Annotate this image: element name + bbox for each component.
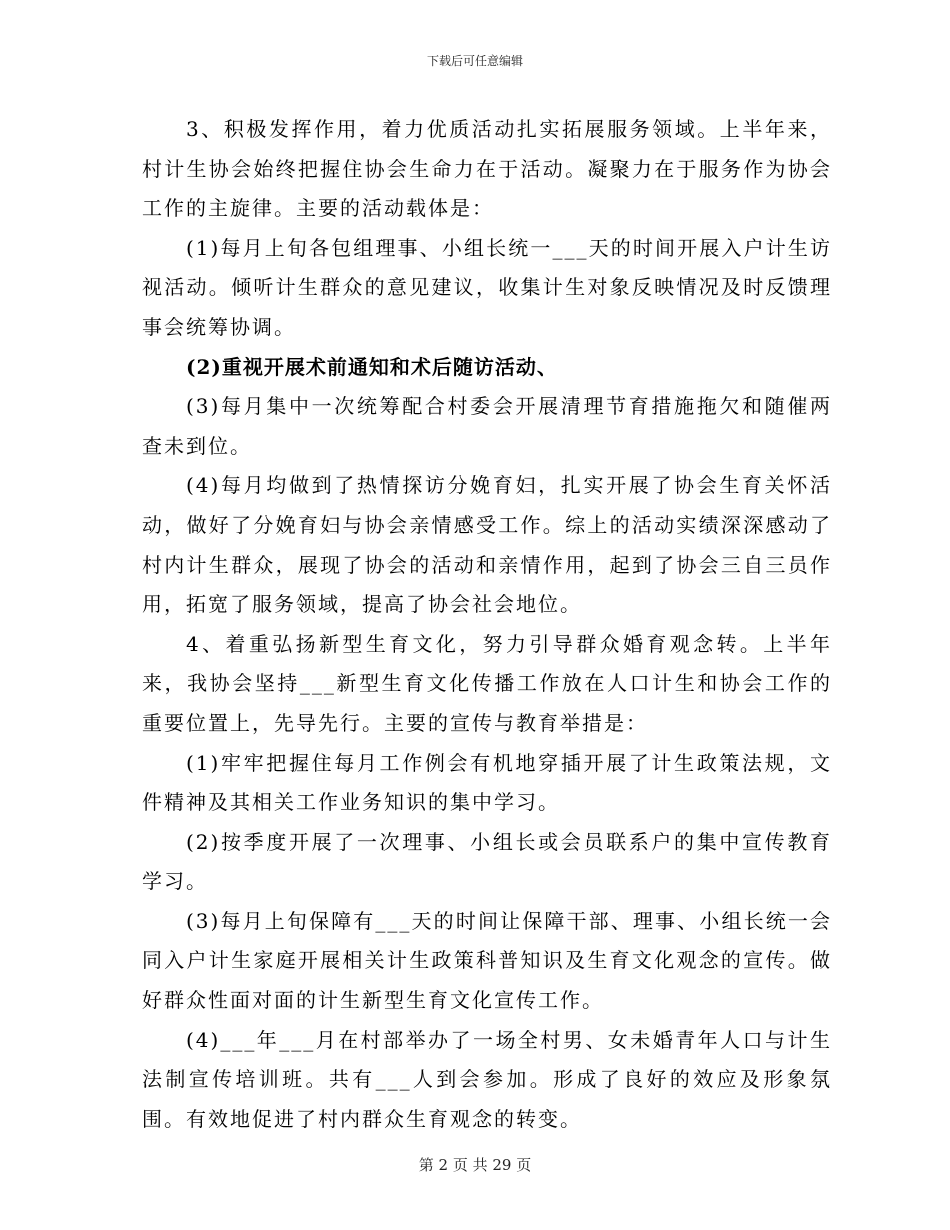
paragraph-section-3: 3、积极发挥作用，着力优质活动扎实拓展服务领域。上半年来，村计生协会始终把握住协会生命力在于活动。凝聚力在于服务作为协会工作的主旋律。主要的活动载体是：	[142, 117, 832, 221]
paragraph-edu-item-4: (4)___年___月在村部举办了一场全村男、女未婚青年人口与计生法制宣传培训班。共有___人到会参加。形成了良好的效应及形象氛围。有效地促进了村内群众生育观念的转变。	[142, 1027, 832, 1131]
paragraph-item-4: (4)每月均做到了热情探访分娩育妇，扎实开展了协会生育关怀活动，做好了分娩育妇与协会亲情感受工作。综上的活动实绩深深感动了村内计生群众，展现了协会的活动和亲情作用，起到了协会三自三员作用，拓宽了服务领域，提高了协会社会地位。	[142, 473, 832, 617]
paragraph-edu-item-1: (1)牢牢把握住每月工作例会有机地穿插开展了计生政策法规，文件精神及其相关工作业务知识的集中学习。	[142, 750, 832, 815]
paragraph-edu-item-2: (2)按季度开展了一次理事、小组长或会员联系户的集中宣传教育学习。	[142, 829, 832, 894]
paragraph-edu-item-3: (3)每月上旬保障有___天的时间让保障干部、理事、小组长统一会同入户计生家庭开展相关计生政策科普知识及生育文化观念的宣传。做好群众性面对面的计生新型生育文化宣传工作。	[142, 908, 832, 1013]
paragraph-section-4: 4、着重弘扬新型生育文化，努力引导群众婚育观念转。上半年来，我协会坚持___新型生育文化传播工作放在人口计生和协会工作的重要位置上，先导先行。主要的宣传与教育举措是：	[142, 631, 832, 735]
page-footer: 第 2 页 共 29 页	[418, 1156, 532, 1174]
paragraph-item-1: (1)每月上旬各包组理事、小组长统一___天的时间开展入户计生访视活动。倾听计生群众的意见建议，收集计生对象反映情况及时反馈理事会统筹协调。	[142, 235, 832, 339]
paragraph-item-2: (2)重视开展术前通知和术后随访活动、	[186, 354, 558, 379]
document-body	[142, 110, 832, 1139]
paragraph-item-3: (3)每月集中一次统筹配合村委会开展清理节育措施拖欠和随催两查未到位。	[142, 394, 832, 458]
page-header: 下载后可任意编辑	[426, 54, 523, 68]
